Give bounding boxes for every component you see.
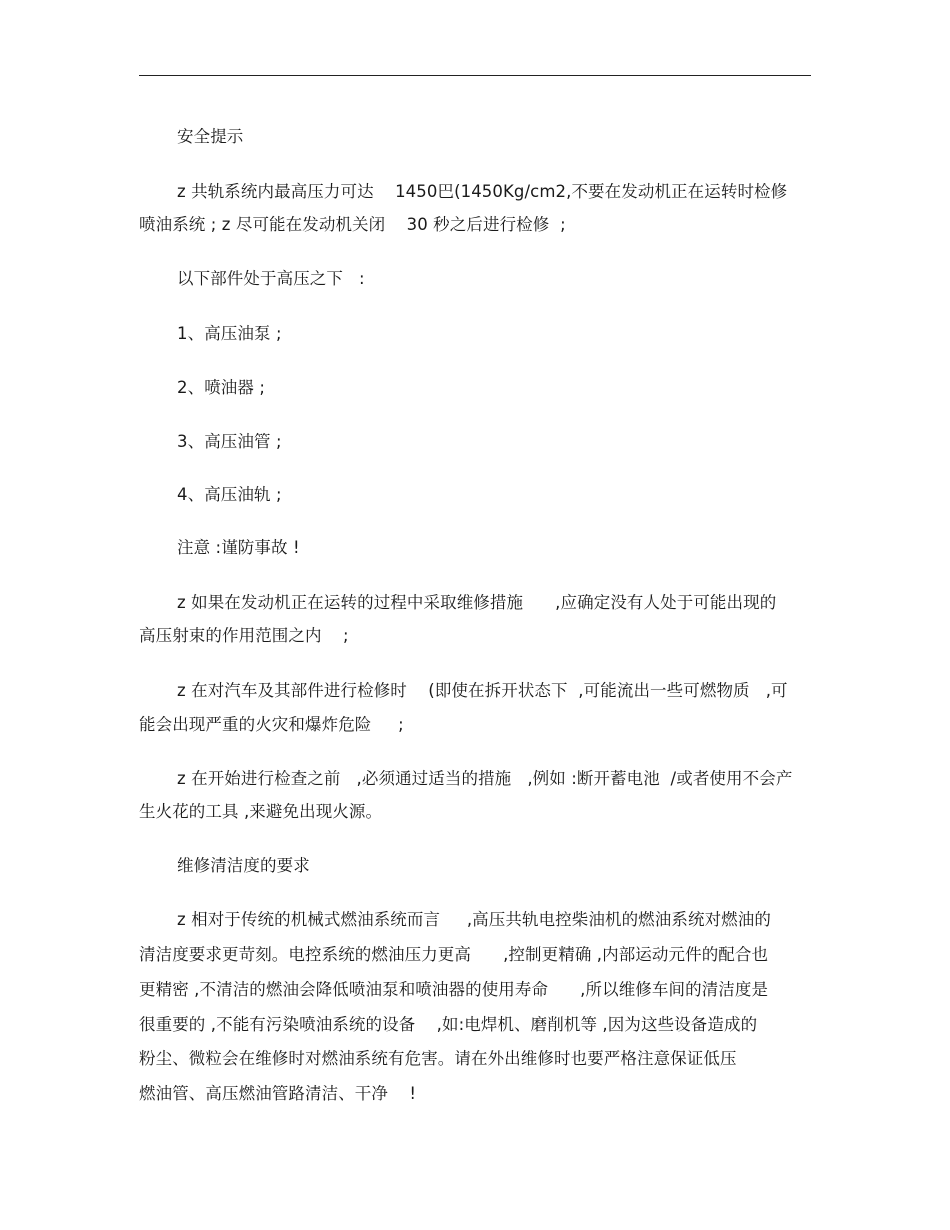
- paragraph-line: 生火花的工具 ,来避免出现火源。: [139, 802, 383, 821]
- section-heading-safety: 安全提示: [177, 127, 244, 146]
- paragraph-line: 以下部件处于高压之下 :: [177, 269, 365, 288]
- paragraph-line: z 如果在发动机正在运转的过程中采取维修措施 ,应确定没有人处于可能出现的: [177, 593, 777, 612]
- paragraph-line: z 共轨系统内最高压力可达 1450巴(1450Kg/cm2,不要在发动机正在运转时检修: [177, 182, 788, 201]
- paragraph-line: 很重要的 ,不能有污染喷油系统的设备 ,如:电焊机、磨削机等 ,因为这些设备造成的: [139, 1015, 758, 1034]
- paragraph-line: 粉尘、微粒会在维修时对燃油系统有危害。请在外出维修时也要严格注意保证低压: [139, 1049, 737, 1068]
- list-item: 2、喷油器 ;: [177, 378, 266, 397]
- list-item: 3、高压油管 ;: [177, 432, 282, 451]
- paragraph-line: 高压射束的作用范围之内 ;: [139, 626, 349, 645]
- paragraph-line: 更精密 ,不清洁的燃油会降低喷油泵和喷油器的使用寿命 ,所以维修车间的清洁度是: [139, 980, 769, 999]
- section-heading-cleanliness: 维修清洁度的要求: [177, 856, 310, 875]
- paragraph-line: 喷油系统 ; z 尽可能在发动机关闭 30 秒之后进行检修 ;: [139, 215, 566, 234]
- paragraph-line: 燃油管、高压燃油管路清洁、干净 !: [139, 1084, 417, 1103]
- paragraph-line: 清洁度要求更苛刻。电控系统的燃油压力更高 ,控制更精确 ,内部运动元件的配合也: [139, 945, 769, 964]
- header-rule: [139, 75, 811, 76]
- list-item: 1、高压油泵 ;: [177, 324, 282, 343]
- paragraph-line: z 在对汽车及其部件进行检修时 (即使在拆开状态下 ,可能流出一些可燃物质 ,可: [177, 681, 788, 700]
- paragraph-line: z 相对于传统的机械式燃油系统而言 ,高压共轨电控柴油机的燃油系统对燃油的: [177, 910, 771, 929]
- list-item: 4、高压油轨 ;: [177, 485, 282, 504]
- notice-heading: 注意 :谨防事故 !: [177, 538, 300, 557]
- paragraph-line: z 在开始进行检查之前 ,必须通过适当的措施 ,例如 :断开蓄电池 /或者使用不会产: [177, 769, 793, 788]
- paragraph-line: 能会出现严重的火灾和爆炸危险 ;: [139, 715, 404, 734]
